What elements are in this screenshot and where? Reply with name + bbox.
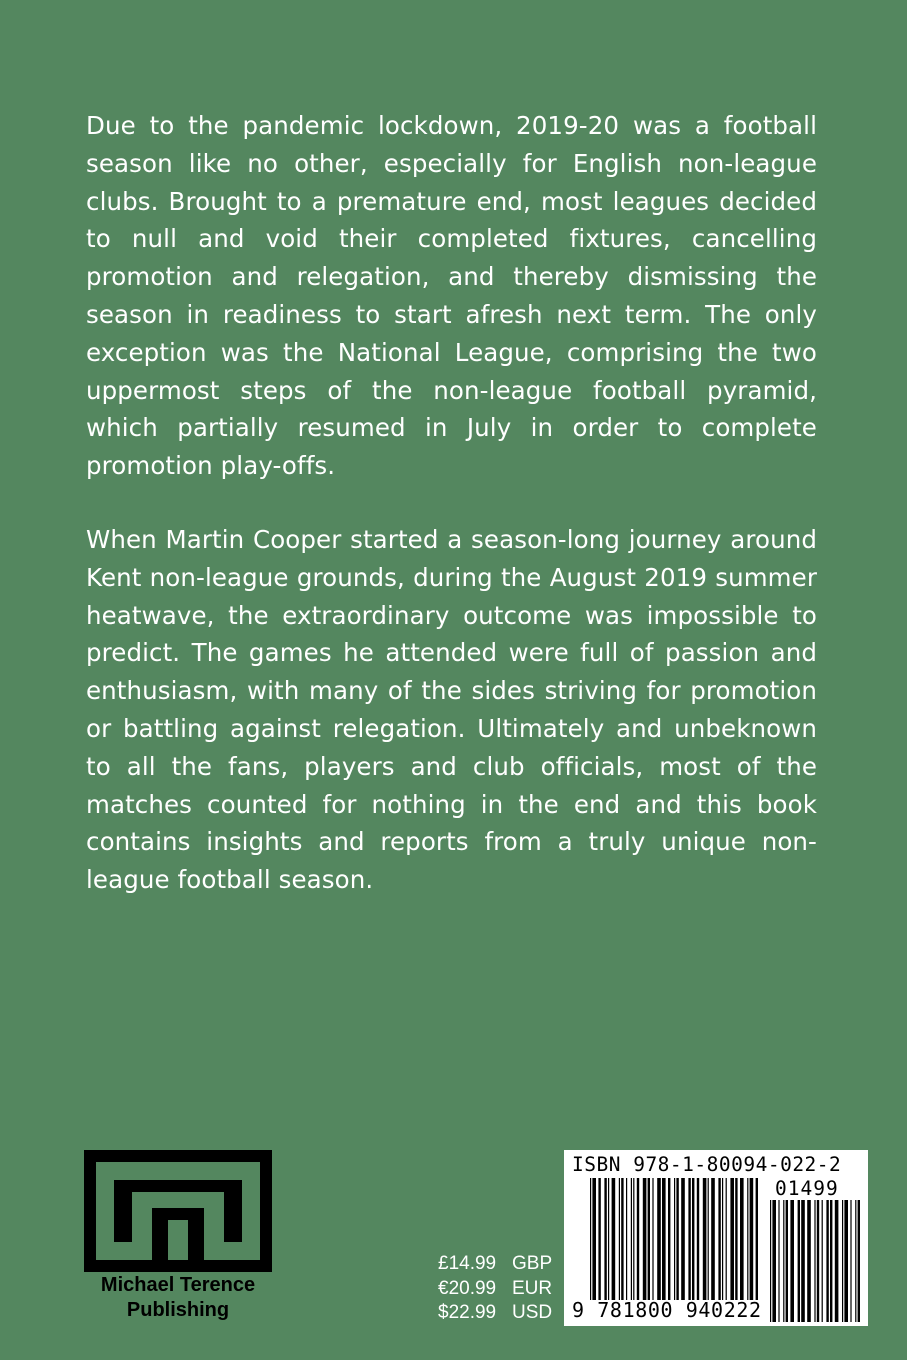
barcode-bar — [598, 1178, 600, 1300]
barcode-bar — [604, 1178, 606, 1300]
barcode-bar — [756, 1178, 758, 1300]
isbn-number: ISBN 978-1-80094-022-2 — [572, 1153, 842, 1176]
barcode-bar — [844, 1200, 848, 1322]
barcode-bar — [786, 1200, 788, 1322]
barcode-bar — [668, 1178, 670, 1300]
barcode-bar — [822, 1200, 823, 1322]
barcode-bar — [835, 1200, 839, 1322]
barcode-bar — [612, 1178, 616, 1300]
barcode-bar — [619, 1178, 620, 1300]
price-currency: USD — [512, 1302, 553, 1323]
barcode-bar — [855, 1200, 856, 1322]
barcode-bar — [703, 1178, 707, 1300]
barcode-bar — [648, 1178, 650, 1300]
barcode-bar — [697, 1178, 699, 1300]
price-currency: GBP — [512, 1253, 553, 1274]
barcode-bar — [730, 1178, 734, 1300]
price-list — [438, 1252, 552, 1326]
barcode-bar — [708, 1178, 709, 1300]
publisher-name-line1: Michael Terence — [100, 1274, 256, 1296]
barcode-bar — [626, 1178, 627, 1300]
barcode-bar — [688, 1178, 690, 1300]
barcode-bar — [826, 1200, 828, 1322]
barcode-bar — [711, 1178, 715, 1300]
blurb-paragraph-1: Due to the pandemic lockdown, 2019-20 was a football season like no other, especially for English non-league clubs. Brought to a premature end, most leagues decided to null and void their completed fixtures, cancelling promotion and relegation, and thereby dismissing the season in readiness to start afresh next term. The only exception was the National League, comprising the two uppermost steps of the non-league football pyramid, which partially resumed in July in order to complete promotion play-offs. — [86, 111, 817, 481]
ean-digits: 9 781800 940222 — [572, 1298, 762, 1322]
price-amount: €20.99 — [438, 1277, 497, 1299]
barcode-bar — [590, 1178, 591, 1300]
price-row-usd — [438, 1301, 552, 1326]
barcode-bar — [740, 1178, 744, 1300]
barcode-bar — [608, 1178, 609, 1300]
barcode-bar — [631, 1178, 632, 1300]
barcode-bar — [750, 1178, 754, 1300]
blurb-paragraph-2: When Martin Cooper started a season-long journey around Kent non-league grounds, during the August 2019 summer heatwave, the extraordinary outcome was impossible to predict. The games he attended were full of passion and enthusiasm, with many of the sides striving for promotion or battling against relegation. Ultimately and unbeknown to all the fans, players and club officials, most of the matches counted for nothing in the end and this book contains insights and reports from a truly unique non-league football season. — [86, 525, 817, 895]
barcode-bar — [674, 1178, 675, 1300]
barcode-bar — [662, 1178, 666, 1300]
barcode-bar — [783, 1200, 784, 1322]
barcode-bar — [692, 1178, 694, 1300]
publisher-logo-mark-icon — [84, 1150, 272, 1272]
barcode-bar — [770, 1200, 771, 1322]
price-currency: EUR — [512, 1277, 553, 1299]
barcode-bar — [850, 1200, 851, 1322]
barcode-bar — [798, 1200, 800, 1322]
barcode-bar — [657, 1178, 661, 1300]
barcode-bar — [842, 1200, 843, 1322]
barcode-bar — [830, 1200, 832, 1322]
price-row-eur — [438, 1277, 552, 1302]
price-amount: £14.99 — [438, 1253, 497, 1274]
barcode-bar — [735, 1178, 737, 1300]
price-addon-code: 01499 — [775, 1177, 839, 1200]
barcode-bar — [858, 1200, 860, 1322]
barcode-bar — [637, 1178, 639, 1300]
barcode-bar — [652, 1178, 653, 1300]
publisher-logo — [84, 1150, 272, 1326]
barcode-bar — [718, 1178, 720, 1300]
barcode-bar — [807, 1200, 811, 1322]
barcode-bar — [772, 1200, 776, 1322]
publisher-name-line2: Publishing — [126, 1299, 230, 1321]
barcode-bar — [681, 1178, 685, 1300]
barcode-bar — [643, 1178, 647, 1300]
barcode-bar — [592, 1178, 596, 1300]
barcode-bar — [722, 1178, 723, 1300]
barcode-bar — [814, 1200, 815, 1322]
barcode-bar — [790, 1200, 794, 1322]
isbn-barcode — [564, 1150, 868, 1326]
barcode-bar — [726, 1178, 727, 1300]
barcode-bar — [747, 1178, 748, 1300]
barcode-bar — [801, 1200, 805, 1322]
barcode-bar — [621, 1178, 623, 1300]
barcode-bar — [817, 1200, 819, 1322]
price-row-gbp — [438, 1252, 552, 1277]
barcode-bar — [633, 1178, 634, 1300]
barcode-bar — [676, 1178, 678, 1300]
price-amount: $22.99 — [438, 1302, 497, 1323]
barcode-bar — [778, 1200, 779, 1322]
